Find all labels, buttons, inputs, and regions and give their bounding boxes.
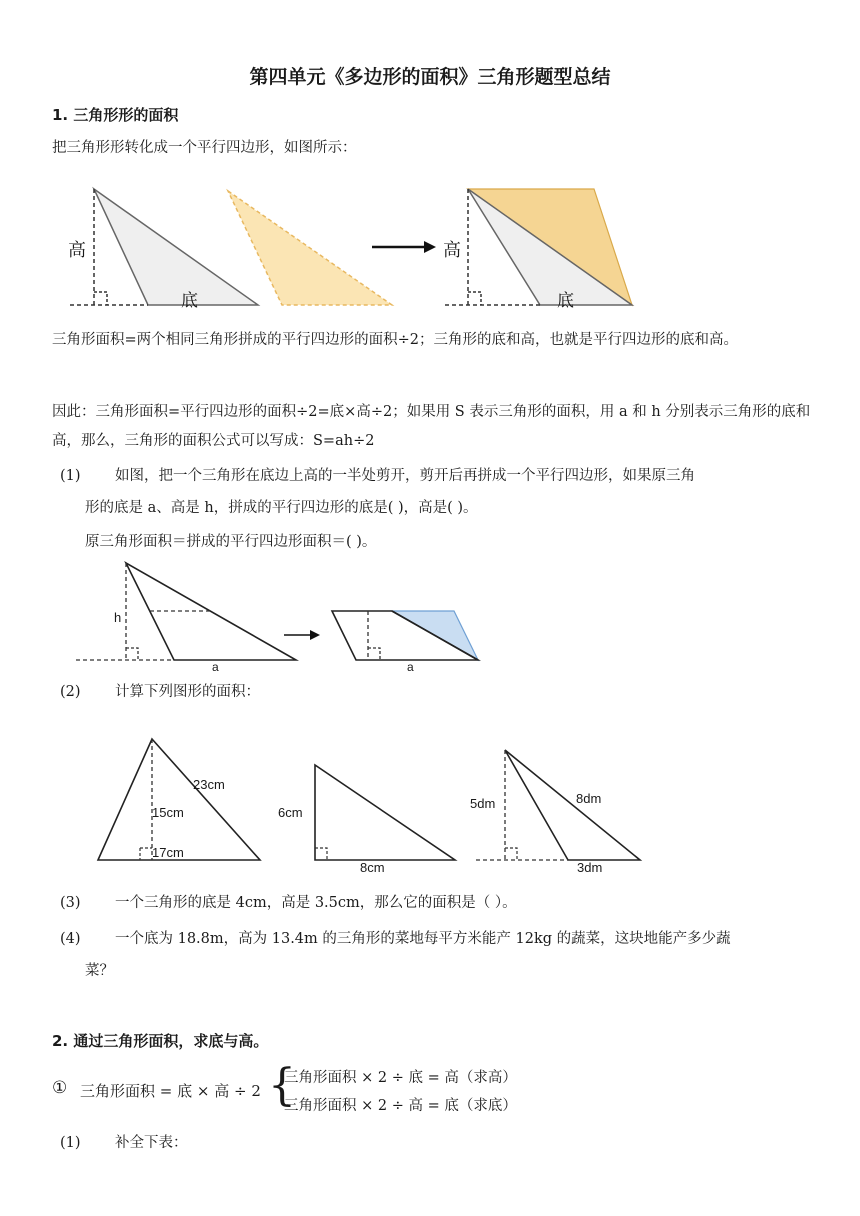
base-label-right: 底 [557,291,574,310]
cut-figure-h-label: h [114,610,122,625]
height-label-right: 高 [443,240,461,260]
tri1-base-label: 17cm [152,845,184,860]
q1-line1: 如图，把一个三角形在底边上高的一半处剪开，剪开后再拼成一个平行四边形，如果原三角 [115,468,695,484]
tri3-side-label: 8dm [576,791,602,806]
page-title: 第四单元《多边形的面积》三角形题型总结 [249,66,611,88]
q2-text: 计算下列图形的面积： [115,684,260,700]
cut-figure-a-label: a [212,660,219,674]
paragraph-area-explanation: 三角形面积=两个相同三角形拼成的平行四边形的面积÷2；三角形的底和高，也就是平行四边形的底和高。 [52,332,739,348]
parallelogram-a-label: a [407,660,414,674]
tri2-base-label: 8cm [360,860,385,875]
tri1-side-label: 23cm [193,777,225,792]
tri3-height-label: 5dm [470,796,496,811]
tri3-base-label: 3dm [577,860,603,875]
q3-number: (3) [60,895,81,911]
q1-line3: 原三角形面积＝拼成的平行四边形面积＝( )。 [85,534,377,550]
brace-icon: { [268,1060,296,1111]
q3-text: 一个三角形的底是 4cm，高是 3.5cm，那么它的面积是（ ）。 [115,895,517,911]
circle-one-marker: ① [52,1078,68,1098]
s2-q1-text: 补全下表： [115,1135,188,1151]
q1-line2: 形的底是 a、高是 h，拼成的平行四边形的底是( )，高是( )。 [85,500,478,516]
q4-number: (4) [60,931,81,947]
section2-heading: 2. 通过三角形面积，求底与高。 [52,1032,269,1050]
paragraph-area-formula: 因此：三角形面积=平行四边形的面积÷2=底×高÷2；如果用 S 表示三角形的面积，用 a 和 h 分别表示三角形的底和高，那么，三角形的面积公式可以写成：S=ah÷2 [52,404,811,449]
q2-number: (2) [60,684,81,700]
formula-find-base: 三角形面积 × 2 ÷ 高 = 底（求底） [284,1098,517,1114]
s2-q1-number: (1) [60,1135,81,1151]
base-label: 底 [181,291,198,310]
formula-left: 三角形面积 = 底 × 高 ÷ 2 [80,1082,261,1100]
q1-number: (1) [60,468,81,484]
q4-line1: 一个底为 18.8m，高为 13.4m 的三角形的菜地每平方米能产 12kg 的蔬菜，这块地能产多少蔬 [115,931,731,947]
q4-line2: 菜？ [85,963,114,979]
formula-find-height: 三角形面积 × 2 ÷ 底 = 高（求高） [284,1070,517,1086]
section1-heading: 1. 三角形形的面积 [52,106,179,124]
section1-intro: 把三角形形转化成一个平行四边形，如图所示： [52,140,357,156]
tri2-height-label: 6cm [278,805,303,820]
tri1-height-label: 15cm [152,805,184,820]
height-label: 高 [68,240,86,260]
